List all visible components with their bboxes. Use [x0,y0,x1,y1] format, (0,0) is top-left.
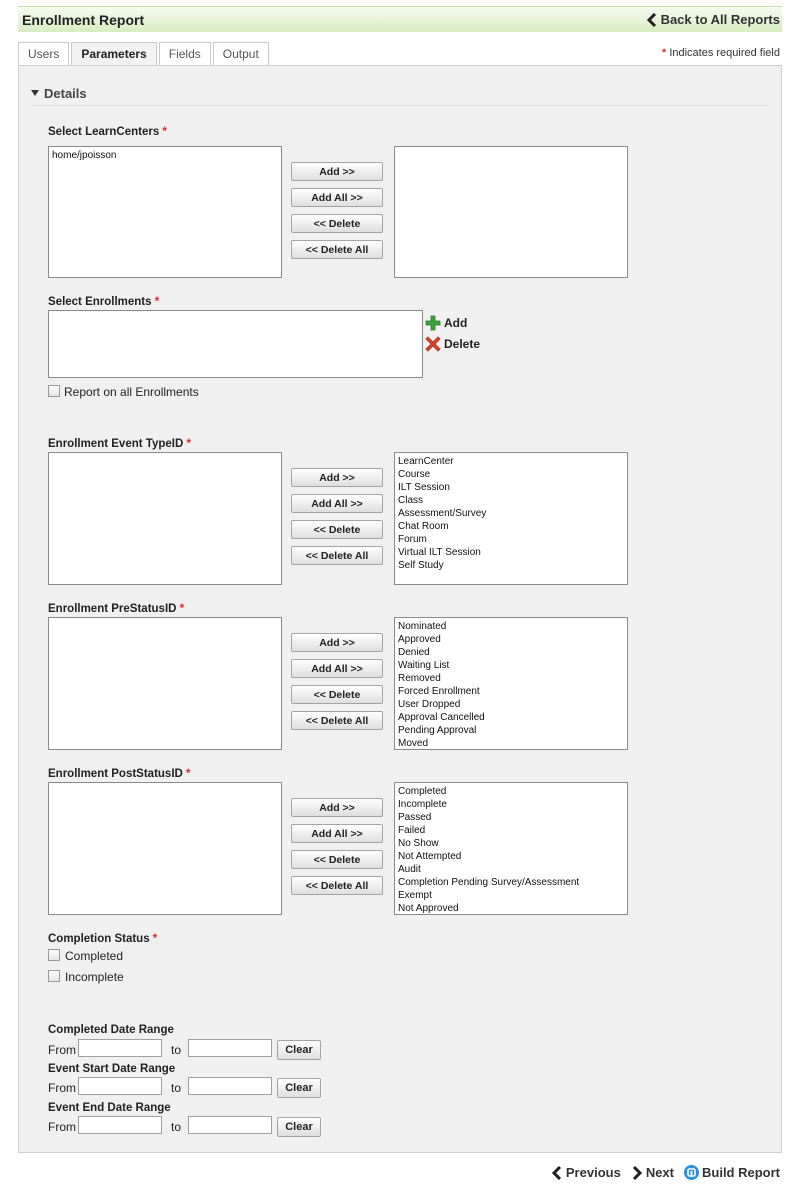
chevron-left-icon [551,1166,563,1180]
green-plus-icon [425,315,441,331]
list-item[interactable]: Chat Room [398,521,449,532]
event-start-date-range-label: Event Start Date Range [48,1063,176,1075]
list-item[interactable]: Course [398,469,431,480]
to-label: to [171,1081,182,1095]
list-item[interactable]: Not Approved [398,903,459,914]
post-status-selected-list[interactable] [394,782,628,915]
completion-status-label [48,933,157,945]
required-marker: * [154,296,160,308]
learncenters-label-text: Select LearnCenters [48,126,160,138]
completed-clear-button[interactable]: Clear [277,1040,321,1060]
pre-status-delete-button[interactable]: << Delete [291,685,383,704]
list-item[interactable]: Approval Cancelled [398,712,485,723]
incomplete-label: Incomplete [65,970,124,984]
report-header [18,6,782,32]
list-item[interactable]: Passed [398,812,432,823]
list-item[interactable]: Denied [398,647,430,658]
list-item[interactable]: Forced Enrollment [398,686,480,697]
list-item[interactable]: Class [398,495,424,506]
post-status-delete-all-button[interactable]: << Delete All [291,876,383,895]
build-report-button[interactable] [684,1165,780,1180]
enrollments-label-text: Select Enrollments [48,296,152,308]
event-start-to-input[interactable] [188,1077,272,1095]
event-type-label [48,438,191,450]
parameters-panel [18,65,782,1153]
chevron-left-icon [646,13,658,27]
from-label: From [48,1120,76,1134]
pre-status-add-button[interactable]: Add >> [291,633,383,652]
enrollments-list[interactable] [48,310,423,378]
post-status-label [48,768,191,780]
tab-users[interactable]: Users [18,42,69,65]
list-item[interactable]: ILT Session [398,482,450,493]
event-end-from-input[interactable] [78,1116,162,1134]
event-end-clear-button[interactable]: Clear [277,1117,321,1137]
tab-output[interactable]: Output [213,42,269,65]
post-status-delete-button[interactable]: << Delete [291,850,383,869]
next-label: Next [645,1165,674,1180]
required-field-note [662,47,780,59]
learncenters-selected-list[interactable] [394,146,628,278]
enrollments-add-link[interactable] [425,315,467,331]
event-type-delete-button[interactable]: << Delete [291,520,383,539]
list-item[interactable]: Assessment/Survey [398,508,487,519]
list-item[interactable]: Approved [398,634,441,645]
list-item[interactable]: Completion Pending Survey/Assessment [398,877,580,888]
completed-checkbox[interactable] [48,949,60,961]
list-item[interactable]: Forum [398,534,427,545]
event-type-available-list[interactable] [48,452,282,585]
previous-button[interactable] [551,1165,621,1180]
list-item[interactable]: home/jpoisson [52,150,117,161]
learncenters-delete-button[interactable]: << Delete [291,214,383,233]
event-type-selected-list[interactable] [394,452,628,585]
build-report-icon [684,1165,699,1180]
next-button[interactable] [631,1165,674,1180]
event-type-delete-all-button[interactable]: << Delete All [291,546,383,565]
chevron-right-icon [631,1166,643,1180]
previous-label: Previous [565,1165,621,1180]
report-all-enrollments-label: Report on all Enrollments [64,385,199,399]
triangle-down-icon [31,90,39,96]
enrollments-delete-link[interactable] [425,336,480,352]
required-marker: * [152,933,158,945]
footer-nav [551,1165,780,1180]
list-item[interactable]: Not Attempted [398,851,462,862]
back-to-reports-link[interactable] [646,12,780,27]
required-marker: * [661,47,667,59]
learncenters-add-button[interactable]: Add >> [291,162,383,181]
event-start-clear-button[interactable]: Clear [277,1078,321,1098]
pre-status-label-text: Enrollment PreStatusID [48,603,177,615]
post-status-label-text: Enrollment PostStatusID [48,768,183,780]
post-status-add-button[interactable]: Add >> [291,798,383,817]
build-report-label: Build Report [702,1165,780,1180]
completed-label: Completed [65,949,124,963]
post-status-available-list[interactable] [48,782,282,915]
from-label: From [48,1043,76,1057]
learncenters-label [48,126,167,138]
pre-status-delete-all-button[interactable]: << Delete All [291,711,383,730]
list-item[interactable]: Completed [398,786,447,797]
completed-date-range-label: Completed Date Range [48,1024,174,1036]
list-item[interactable]: Removed [398,673,441,684]
list-item[interactable]: Self Study [398,560,444,571]
required-note-text: Indicates required field [669,47,780,59]
list-item[interactable]: Audit [398,864,421,875]
pre-status-selected-list[interactable] [394,617,628,750]
list-item[interactable]: Incomplete [398,799,447,810]
required-marker: * [186,438,191,450]
event-type-label-text: Enrollment Event TypeID [48,438,184,450]
event-start-from-input[interactable] [78,1077,162,1095]
event-end-to-input[interactable] [188,1116,272,1134]
details-section-toggle[interactable] [31,86,767,106]
enrollments-label [48,296,159,308]
post-status-add-all-button[interactable]: Add All >> [291,824,383,843]
list-item[interactable]: Virtual ILT Session [398,547,481,558]
to-label: to [171,1043,182,1057]
event-type-add-all-button[interactable]: Add All >> [291,494,383,513]
learncenters-available-list[interactable] [48,146,282,278]
list-item[interactable]: User Dropped [398,699,461,710]
red-x-icon [425,336,441,352]
tab-parameters[interactable]: Parameters [71,42,156,66]
list-item[interactable]: Exempt [398,890,432,901]
required-marker: * [162,126,167,138]
pre-status-available-list[interactable] [48,617,282,750]
learncenters-delete-all-button[interactable]: << Delete All [291,240,383,259]
tab-fields[interactable]: Fields [159,42,211,65]
list-item[interactable]: Pending Approval [398,725,477,736]
incomplete-checkbox[interactable] [48,970,60,982]
event-type-add-button[interactable]: Add >> [291,468,383,487]
list-item[interactable]: No Show [398,838,439,849]
enrollments-add-label: Add [444,316,468,330]
learncenters-add-all-button[interactable]: Add All >> [291,188,383,207]
list-item[interactable]: Failed [398,825,426,836]
pre-status-add-all-button[interactable]: Add All >> [291,659,383,678]
event-end-date-range-label: Event End Date Range [48,1102,171,1114]
list-item[interactable]: Nominated [398,621,447,632]
list-item[interactable]: Moved [398,738,429,749]
completed-from-input[interactable] [78,1039,162,1057]
required-marker: * [186,768,191,780]
list-item[interactable]: Waiting List [398,660,450,671]
required-marker: * [179,603,185,615]
from-label: From [48,1081,76,1095]
report-all-enrollments-checkbox[interactable] [48,385,60,397]
back-label: Back to All Reports [660,12,780,27]
pre-status-label [48,603,184,615]
tab-bar [18,42,271,65]
page-title: Enrollment Report [22,11,145,28]
completion-status-label-text: Completion Status [48,933,150,945]
list-item[interactable]: LearnCenter [398,456,454,467]
to-label: to [171,1120,182,1134]
completed-to-input[interactable] [188,1039,272,1057]
enrollments-delete-label: Delete [444,337,481,351]
section-title: Details [44,86,87,101]
